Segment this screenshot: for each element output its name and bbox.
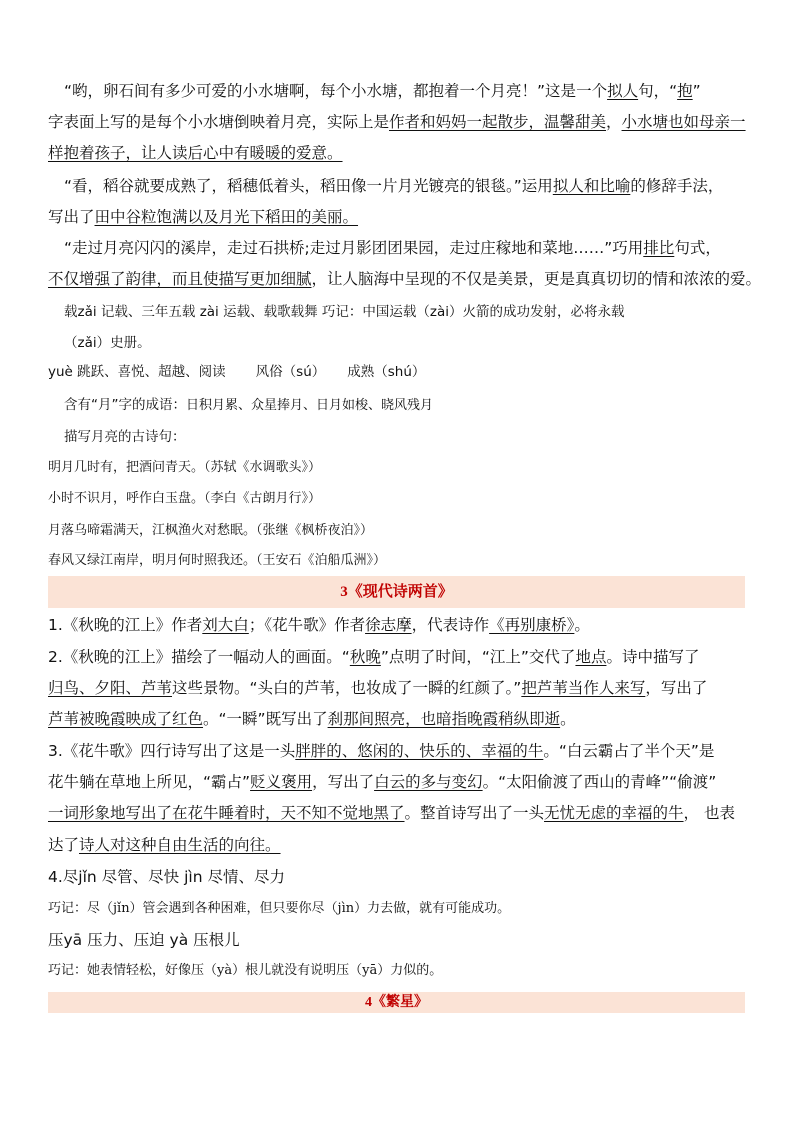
zai-note-line2: （zǎi）史册。	[64, 335, 151, 351]
para-rice-line2: 写出了田中谷粒饱满以及月光下稻田的美丽。	[48, 208, 359, 226]
s3-item3-line4: 达了诗人对这种自由生活的向往。	[48, 836, 281, 854]
s3-item2-line1: 2.《秋晚的江上》描绘了一幅动人的画面。“秋晚”点明了时间，“江上”交代了地点。诗中描写了	[48, 648, 700, 666]
moon-idioms: 含有“月”字的成语：日积月累、众星捧月、日月如梭、晓风残月	[64, 397, 434, 413]
para-hug-line1: “哟，卵石间有多少可爱的小水塘啊，每个小水塘，都抱着一个月亮！”这是一个拟人句，“抱”	[64, 82, 701, 100]
s3-item3-line2: 花牛躺在草地上所见，“霸占”贬义褒用，写出了白云的多与变幻。“太阳偷渡了西山的青峰”“偷渡”	[48, 773, 717, 791]
para-hug-line3: 样抱着孩子，让人读后心中有暖暖的爱意。	[48, 144, 343, 162]
yue-line: yuè 跳跃、喜悦、超越、阅读 风俗（sú） 成熟（shú）	[48, 364, 426, 380]
poem-line: 小时不识月，呼作白玉盘。（李白《古朗月行》）	[48, 491, 322, 506]
para-hug-line2: 字表面上写的是每个小水塘倒映着月亮，实际上是作者和妈妈一起散步，温馨甜美，小水塘也如母亲一	[48, 113, 746, 131]
memory-tip-ya: 巧记：她表情轻松，好像压（yà）根儿就没有说明压（yā）力似的。	[48, 963, 443, 978]
zai-note-line1: 载zǎi 记载、三年五载 zài 运载、载歌载舞 巧记：中国运载（zài）火箭的成功发射，必将永载	[64, 304, 625, 320]
section-4-title: 4《繁星》	[365, 995, 428, 1010]
memory-tip-jin: 巧记：尽（jǐn）管会遇到各种困难，但只要你尽（jìn）力去做，就有可能成功。	[48, 901, 511, 916]
para-walk-line1: “走过月亮闪闪的溪岸，走过石拱桥;走过月影团团果园，走过庄稼地和菜地……”巧用排比句式，	[64, 239, 721, 257]
s3-item3-line1: 3.《花牛歌》四行诗写出了这是一头胖胖的、悠闲的、快乐的、幸福的牛。“白云霸占了半个天”是	[48, 742, 715, 760]
s3-item2-line3: 芦苇被晚霞映成了红色。“一瞬”既写出了刹那间照亮，也暗指晚霞稍纵即逝。	[48, 710, 576, 728]
poem-line: 春风又绿江南岸，明月何时照我还。（王安石《泊船瓜洲》）	[48, 553, 387, 568]
para-rice-line1: “看，稻谷就要成熟了，稻穗低着头，稻田像一片月光镀亮的银毯。”运用拟人和比喻的修辞手法，	[64, 177, 724, 195]
section-3-title: 3《现代诗两首》	[340, 584, 453, 600]
poems-heading: 描写月亮的古诗句：	[64, 429, 186, 445]
poem-line: 月落乌啼霜满天，江枫渔火对愁眠。（张继《枫桥夜泊》）	[48, 523, 374, 538]
poem-line: 明月几时有，把酒问青天。（苏轼《水调歌头》）	[48, 460, 322, 475]
ya-line: 压yā 压力、压迫 yà 压根儿	[48, 931, 240, 949]
section-4-banner	[48, 992, 745, 1013]
s3-item2-line2: 归鸟、夕阳、芦苇这些景物。“头白的芦苇，也妆成了一瞬的红颜了。”把芦苇当作人来写，写出了	[48, 679, 708, 697]
para-walk-line2: 不仅增强了韵律，而且使描写更加细腻，让人脑海中呈现的不仅是美景，更是真真切切的情和浓浓的爱。	[48, 270, 762, 288]
s3-item3-line3: 一词形象地写出了在花牛睡着时，天不知不觉地黑了。整首诗写出了一头无忧无虑的幸福的牛， 也表	[48, 804, 735, 822]
section-3-banner	[48, 576, 745, 608]
s3-item4: 4.尽jǐn 尽管、尽快 jìn 尽情、尽力	[48, 868, 285, 886]
s3-item1: 1.《秋晚的江上》作者刘大白；《花牛歌》作者徐志摩，代表诗作《再别康桥》。	[48, 616, 590, 634]
